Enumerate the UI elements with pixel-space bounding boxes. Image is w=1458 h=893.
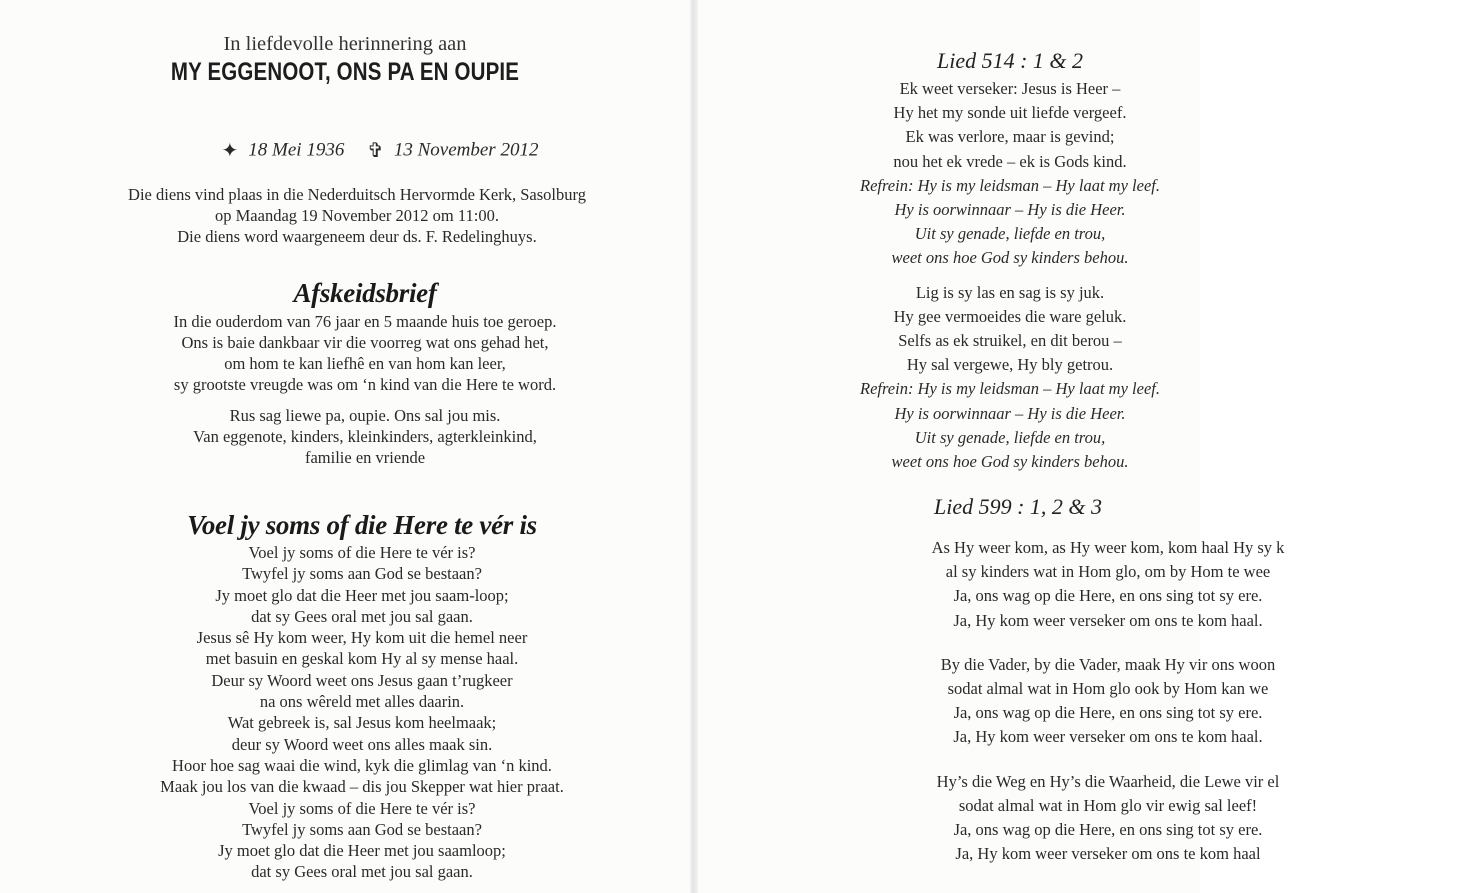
service-details [0,184,714,247]
hymn-line: nou het ek vrede – ek is Gods kind. [893,151,1127,171]
left-page [0,0,690,893]
poem-line: na ons wêreld met alles daarin. [259,692,465,712]
lied-514-section [698,48,1322,474]
intro-line: In liefdevolle herinnering aan [223,33,467,55]
poem-title: Voel jy soms of die Here te vér is [187,510,537,540]
hymn-line: Ja, ons wag op die Here, en ons sing tot sy ere. [953,820,1263,840]
refrain-line: weet ons hoe God sy kinders behou. [891,452,1129,472]
hymn-line: Ja, Hy kom weer verseker om ons te kom haal. [953,727,1263,747]
poem-line: Jy moet glo dat die Heer met jou saamloop; [218,841,506,861]
refrain-line: weet ons hoe God sy kinders behou. [891,248,1129,268]
poem-line: Voel jy soms of die Here te vér is? [248,543,476,562]
cross-icon: ✞ [367,140,384,162]
poem-line: Twyfel jy soms aan God se bestaan? [242,819,482,839]
hymn-line: sodat almal wat in Hom glo vir ewig sal leef! [958,795,1258,815]
hymn-line: Hy gee vermoeides die ware geluk. [893,306,1127,326]
hymn-line: Selfs as ek struikel, en dit berou – [898,331,1122,351]
hymn-line: Ek weet verseker: Jesus is Heer – [899,79,1121,98]
death-date: 13 November 2012 [393,139,539,161]
poem-line: Jesus sê Hy kom weer, Hy kom uit die hemel neer [196,628,528,648]
hymn-line: Ja, ons wag op die Here, en ons sing tot sy ere. [953,703,1263,723]
refrain-line: Uit sy genade, liefde en trou, [914,427,1106,447]
poem-line: deur sy Woord weet ons alles maak sin. [231,734,493,754]
hymn-line: Hy sal vergewe, Hy bly getrou. [906,355,1114,375]
birth-date: 18 Mei 1936 [248,139,345,161]
refrain-line: Refrein: Hy is my leidsman – Hy laat my leef. [860,379,1160,399]
refrain-line: Hy is oorwinnaar – Hy is die Heer. [894,403,1126,423]
afskeidsbrief-title: Afskeidsbrief [293,278,437,308]
afskeid-line: om hom te kan liefhê en van hom kan leer, [224,354,506,373]
hymn-line: Lig is sy las en sag is sy juk. [915,282,1105,302]
dates-row [0,138,760,163]
refrain-line: Uit sy genade, liefde en trou, [914,224,1106,244]
poem-line: dat sy Gees oral met jou sal gaan. [251,606,473,626]
right-page [698,0,1285,893]
hymn-line: Ja, ons wag op die Here, en ons sing tot sy ere. [953,586,1263,606]
hymn-line: Hy’s die Weg en Hy’s die Waarheid, die Lewe vir el [936,771,1280,791]
hymn-line: As Hy weer kom, as Hy weer kom, kom haal Hy sy k [931,538,1285,557]
lied-514-title: Lied 514 : 1 & 2 [936,48,1084,73]
afskeid-line: In die ouderdom van 76 jaar en 5 maande huis toe geroep. [173,312,557,331]
poem-section [0,510,724,883]
farewell-line: Van eggenote, kinders, kleinkinders, agterkleinkind, [193,427,537,446]
poem-line: Voel jy soms of die Here te vér is? [248,798,476,818]
poem-line: Jy moet glo dat die Heer met jou saam-loop; [215,585,509,605]
star-icon: ✦ [221,140,239,162]
memorial-header [0,33,690,87]
farewell-line: Rus sag liewe pa, oupie. Ons sal jou mis. [229,406,501,425]
poem-line: Hoor hoe sag waai die wind, kyk die glimlag van ‘n kind. [172,755,552,775]
hymn-line: Ek was verlore, maar is gevind; [905,127,1115,147]
poem-line: Deur sy Woord weet ons Jesus gaan t’rugkeer [211,670,513,690]
hymn-line: sodat almal wat in Hom glo ook by Hom kan we [947,679,1269,699]
poem-line: Twyfel jy soms aan God se bestaan? [242,564,482,584]
headline: MY EGGENOOT, ONS PA EN OUPIE [170,58,520,86]
hymn-line: By die Vader, by die Vader, maak Hy vir ons woon [940,654,1276,674]
page-fold [690,0,698,893]
hymn-line: Hy het my sonde uit liefde vergeef. [893,103,1127,123]
hymn-line: Ja, Hy kom weer verseker om ons te kom haal. [953,610,1263,630]
lied-599-section [698,494,1338,525]
afskeid-line: Ons is baie dankbaar vir die voorreg wat ons gehad het, [181,333,549,352]
refrain-line: Refrein: Hy is my leidsman – Hy laat my leef. [860,175,1160,195]
hymn-line: Ja, Hy kom weer verseker om ons te kom haal [955,844,1261,864]
poem-line: dat sy Gees oral met jou sal gaan. [251,862,473,882]
refrain-line: Hy is oorwinnaar – Hy is die Heer. [894,200,1126,220]
afskeid-line: sy grootste vreugde was om ‘n kind van die Here te word. [173,375,557,394]
lied-599-title: Lied 599 : 1, 2 & 3 [933,494,1103,519]
service-line: op Maandag 19 November 2012 om 11:00. [215,206,499,225]
afskeidsbrief-section [0,278,730,468]
poem-line: Maak jou los van die kwaad – dis jou Skepper wat hier praat. [160,777,564,797]
service-line: Die diens vind plaas in die Nederduitsch Hervormde Kerk, Sasolburg [128,185,586,204]
farewell-line: familie en vriende [304,448,426,467]
hymn-line: al sy kinders wat in Hom glo, om by Hom te wee [945,562,1271,582]
service-line: Die diens word waargeneem deur ds. F. Redelinghuys. [177,227,537,246]
poem-line: met basuin en geskal kom Hy al sy mense haal. [205,649,519,669]
poem-line: Wat gebreek is, sal Jesus kom heelmaak; [227,713,497,733]
lied-599-verses [758,536,1458,866]
